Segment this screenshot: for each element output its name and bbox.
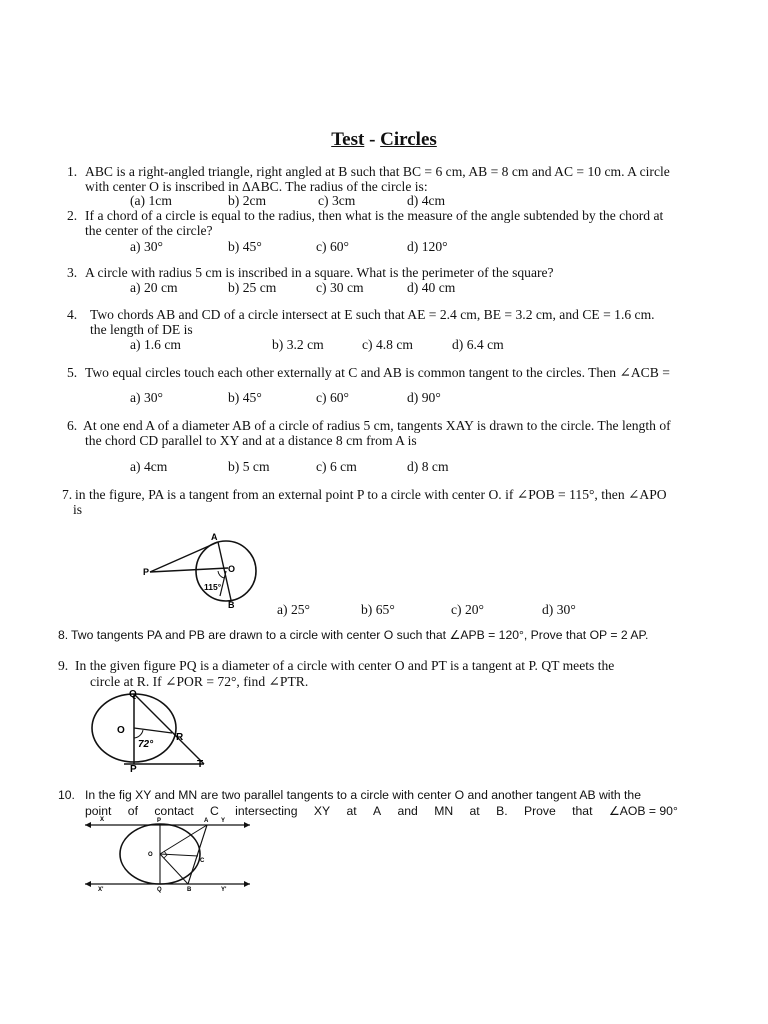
q5-line1: Two equal circles touch each other externally at C and AB is common tangent to the circles. Then ∠ACB = — [85, 365, 670, 380]
q10-word: intersecting — [235, 804, 298, 818]
q7-figure — [140, 530, 270, 612]
q7-fig-label-p: P — [143, 567, 150, 577]
q6-line1: At one end A of a diameter AB of a circle of radius 5 cm, tangents XAY is drawn to the circle. The length of — [83, 418, 671, 433]
q4-option-a: a) 1.6 cm — [130, 337, 181, 352]
q10-word: MN — [434, 804, 454, 818]
q2-number: 2. — [67, 208, 78, 223]
q4-line1: Two chords AB and CD of a circle intersect at E such that AE = 2.4 cm, BE = 3.2 cm, and CE = 1.6 cm. — [90, 307, 655, 322]
q1-line2: with center O is inscribed in ΔABC. The radius of the circle is: — [85, 179, 428, 194]
q2-option-d: d) 120° — [407, 239, 448, 254]
q4-option-c: c) 4.8 cm — [362, 337, 413, 352]
q2-option-a: a) 30° — [130, 239, 163, 254]
q4-option-d: d) 6.4 cm — [452, 337, 504, 352]
q10-word: B. — [496, 804, 508, 818]
q10-fig-label-q: Q — [157, 887, 162, 893]
q3-option-d: d) 40 cm — [407, 280, 456, 295]
q10-fig-label-y: Y — [221, 818, 226, 824]
q2-option-b: b) 45° — [228, 239, 262, 254]
q1-option-c: c) 3cm — [318, 193, 356, 208]
q1-option-d: d) 4cm — [407, 193, 446, 208]
q10-word: C — [209, 804, 219, 818]
q6-line2: the chord CD parallel to XY and at a distance 8 cm from A is — [85, 433, 417, 448]
q4-option-b: b) 3.2 cm — [272, 337, 324, 352]
title-separator: - — [364, 129, 381, 150]
q9-fig-angle: 72° — [138, 739, 154, 750]
q7-line1: in the figure, PA is a tangent from an external point P to a circle with center O. if ∠POB = 115°, then ∠APO — [75, 487, 667, 502]
q10-fig-label-x2: X' — [98, 887, 104, 893]
q4-line2: the length of DE is — [90, 322, 193, 337]
q3-option-b: b) 25 cm — [228, 280, 277, 295]
q6-option-c: c) 6 cm — [316, 459, 357, 474]
q10-fig-label-c: C — [200, 858, 205, 864]
q10-word: and — [397, 804, 418, 818]
q7-option-a: a) 25° — [277, 602, 310, 617]
q9-fig-label-q: Q — [129, 689, 137, 700]
q10-line1: In the fig XY and MN are two parallel tangents to a circle with center O and another tangent AB with the — [85, 788, 641, 802]
q1-line1: ABC is a right-angled triangle, right angled at B such that BC = 6 cm, AB = 8 cm and AC = 10 cm. A circle — [85, 164, 670, 179]
q10-word: Prove — [523, 804, 556, 818]
q10-word: that — [572, 804, 593, 818]
q7-number: 7. — [62, 487, 73, 502]
q5-option-b: b) 45° — [228, 390, 262, 405]
q9-fig-label-o: O — [117, 725, 125, 736]
q8-line1: Two tangents PA and PB are drawn to a circle with center O such that ∠APB = 120°, Prove that OP = 2 AP. — [71, 628, 649, 642]
q9-figure — [86, 688, 216, 772]
q10-word: XY — [313, 804, 331, 818]
q2-line1: If a chord of a circle is equal to the radius, then what is the measure of the angle subtended by the chord at — [85, 208, 664, 223]
title-test: Test — [331, 129, 365, 150]
q7-fig-label-a: A — [211, 532, 218, 542]
q8-number: 8. — [58, 628, 69, 642]
q9-line2: circle at R. If ∠POR = 72°, find ∠PTR. — [90, 674, 309, 689]
title-circles: Circles — [380, 129, 437, 150]
q9-line1: In the given figure PQ is a diameter of a circle with center O and PT is a tangent at P. QT meets the — [75, 658, 615, 673]
q10-word: at — [469, 804, 480, 818]
q9-fig-label-p: P — [130, 764, 137, 772]
q10-number: 10. — [58, 788, 75, 802]
q10-fig-label-b: B — [187, 887, 192, 893]
q7-fig-label-b: B — [228, 600, 235, 610]
q3-option-a: a) 20 cm — [130, 280, 178, 295]
q2-line2: the center of the circle? — [85, 223, 213, 238]
q9-fig-label-t: T — [197, 759, 204, 770]
q7-option-b: b) 65° — [361, 602, 395, 617]
q10-fig-label-x: X — [100, 817, 105, 823]
q10-word: contact — [154, 804, 194, 818]
q7-line2: is — [73, 502, 83, 517]
q6-option-d: d) 8 cm — [407, 459, 449, 474]
q10-word: of — [127, 804, 138, 818]
q9-number: 9. — [58, 658, 69, 673]
q7-fig-angle: 115° — [204, 582, 222, 592]
q1-option-a: (a) 1cm — [130, 193, 172, 208]
q10-word: ∠AOB = 90° — [608, 804, 678, 818]
q3-line1: A circle with radius 5 cm is inscribed in a square. What is the perimeter of the square? — [85, 265, 554, 280]
q9-fig-label-r: R — [176, 732, 184, 743]
q10-fig-label-p: P — [157, 818, 162, 824]
q4-number: 4. — [67, 307, 78, 322]
q5-option-d: d) 90° — [407, 390, 441, 405]
q3-option-c: c) 30 cm — [316, 280, 364, 295]
q5-option-c: c) 60° — [316, 390, 349, 405]
q10-figure — [80, 814, 260, 894]
q10-word: at — [346, 804, 357, 818]
q10-fig-label-y2: Y' — [221, 887, 227, 893]
q6-option-b: b) 5 cm — [228, 459, 270, 474]
page-title — [0, 129, 768, 151]
q1-option-b: b) 2cm — [228, 193, 267, 208]
q7-option-d: d) 30° — [542, 602, 576, 617]
q10-word: point — [85, 804, 112, 818]
q1-number: 1. — [67, 164, 78, 179]
q2-option-c: c) 60° — [316, 239, 349, 254]
q5-option-a: a) 30° — [130, 390, 163, 405]
q5-number: 5. — [67, 365, 78, 380]
q3-number: 3. — [67, 265, 78, 280]
q6-number: 6. — [67, 418, 78, 433]
q10-word: A — [373, 804, 382, 818]
q7-option-c: c) 20° — [451, 602, 484, 617]
q6-option-a: a) 4cm — [130, 459, 168, 474]
q10-fig-label-a: A — [204, 818, 209, 824]
q7-fig-label-o: O — [228, 564, 236, 574]
q10-fig-label-o: O — [148, 852, 153, 858]
